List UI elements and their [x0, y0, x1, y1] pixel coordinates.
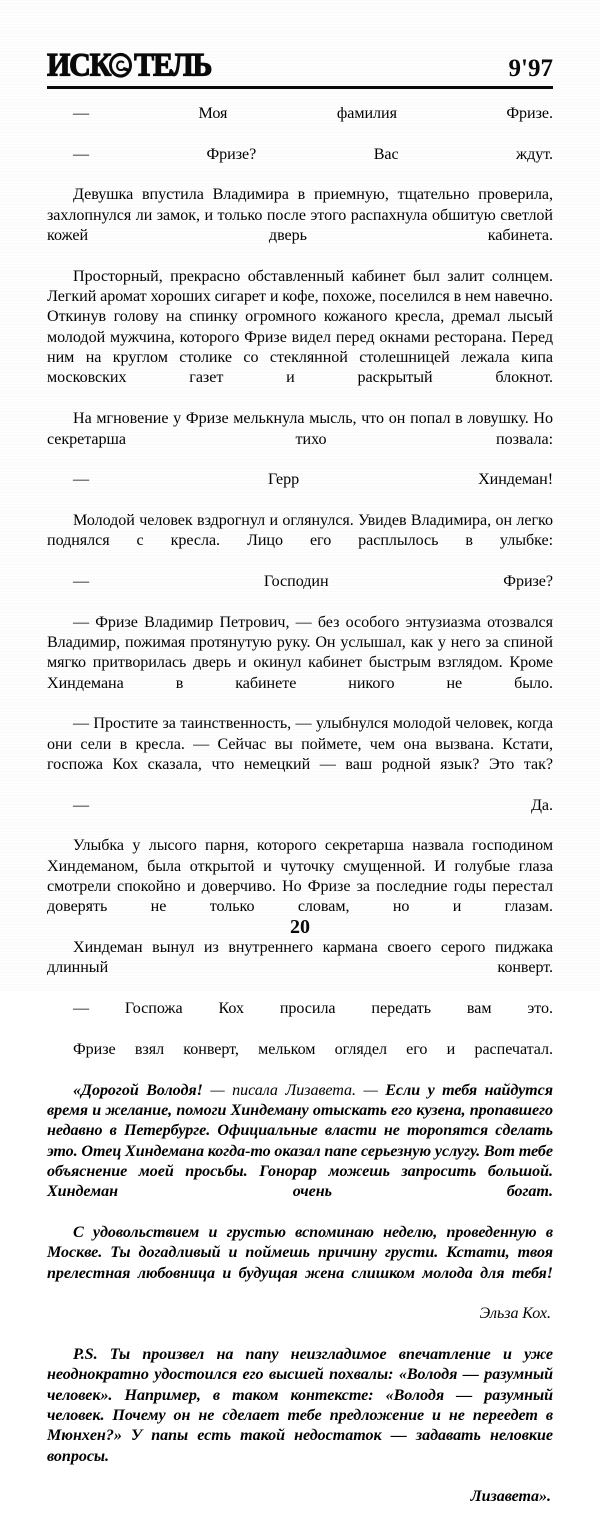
- paragraph: Улыбка у лысого парня, которого секретарша назвала господином Хиндеманом, была открытой и чуточку смущенной. И голубые глаза смотрели спокойно и доверчиво. Но Фризе за последние годы перестал доверять не только словам, но и глазам.: [47, 837, 553, 916]
- magazine-logo: [47, 47, 212, 84]
- at-spiral-icon: [109, 52, 135, 80]
- issue-number: 9'97: [508, 55, 553, 82]
- letter-opening: «Дорогой Володя!: [73, 1081, 203, 1099]
- paragraph: — Фризе? Вас ждут.: [73, 145, 553, 163]
- letter-attribution: — писала Лизавета. —: [202, 1081, 386, 1099]
- paragraph: — Герр Хиндеман!: [73, 471, 553, 489]
- letter-paragraph-second: С удовольствием и грустью вспоминаю неделю, проведенную в Москве. Ты догадливый и поймешь причину грусти. Кстати, твоя прелестная любовница и будущая жена слишком молода для тебя!: [47, 1223, 553, 1282]
- letter-paragraph-first: [47, 1081, 553, 1223]
- paragraph: — Простите за таинственность, — улыбнулся молодой человек, когда они сели в кресла. — Сейчас вы поймете, чем она вызвана. Кстати, госпожа Кох сказала, что немецкий — ваш родной язык? Это так?: [47, 715, 553, 773]
- paragraph: Молодой человек вздрогнул и оглянулся. Увидев Владимира, он легко поднялся с кресла. Лицо его расплылось в улыбке:: [47, 511, 553, 550]
- paragraph: — Да.: [73, 796, 553, 814]
- paragraph: — Госпожа Кох просила передать вам это.: [73, 1000, 553, 1018]
- paragraph: На мгновение у Фризе мелькнула мысль, что он попал в ловушку. Но секретарша тихо позвала:: [47, 410, 553, 448]
- page-body: [47, 104, 553, 1528]
- paragraph: Фризе взял конверт, мельком оглядел его и распечатал.: [73, 1040, 553, 1058]
- paragraph: Просторный, прекрасно обставленный кабинет был залит солнцем. Легкий аромат хороших сигарет и кофе, похоже, поселился в нем навечно. Откинув голову на спинку огромного кожаного кресла, дремал лысый молодой мужчина, которого Фризе видел перед окнами ресторана. Перед ним на круглом столике со стеклянной столешницей лежала кипа московских газет и раскрытый блокнот.: [47, 267, 553, 387]
- paragraph: — Моя фамилия Фризе.: [73, 105, 553, 122]
- header-divider: [47, 86, 553, 89]
- page-number: 20: [290, 916, 310, 938]
- logo-text-first: ИСК: [47, 47, 111, 84]
- paragraph: Девушка впустила Владимира в приемную, тщательно проверила, захлопнулся ли замок, и только после этого распахнула обшитую светлой кожей дверь кабинета.: [47, 186, 553, 245]
- letter-body-first: Если у тебя найдутся время и желание, помоги Хиндеману отыскать его кузена, пропавшего недавно в Петербурге. Официальные власти не торопятся сделать это. Отец Хиндемана когда-то оказал папе серьезную услугу. Вот тебе объяснение моей просьбы. Гонорар можешь запросить большой. Хиндеман очень богат.: [47, 1081, 553, 1201]
- letter-signature-elza: Эльза Кох.: [479, 1305, 551, 1323]
- letter-postscript: P.S. Ты произвел на папу неизгладимое впечатление и уже неоднократно удостоился его высшей похвалы: «Володя — разумный человек». Например, в таком контексте: «Володя — разумный человек. Почему он не сделает тебе предложение и не переедет в Мюнхен?» У папы есть такой недостаток — задавать неловкие вопросы.: [47, 1345, 553, 1465]
- paragraph: — Фризе Владимир Петрович, — без особого энтузиазма отозвался Владимир, пожимая протянутую руку. Он услышал, как у него за спиной мягко притворилась дверь и окинул кабинет быстрым взглядом. Кроме Хиндемана в кабинете никого не было.: [47, 613, 553, 692]
- paragraph: — Господин Фризе?: [73, 572, 553, 590]
- letter-signature-lizaveta: Лизавета».: [470, 1488, 551, 1506]
- running-head: [47, 48, 553, 82]
- paragraph: Хиндеман вынул из внутреннего кармана своего серого пиджака длинный конверт.: [47, 939, 553, 977]
- logo-text-second: ТЕЛЬ: [134, 47, 212, 84]
